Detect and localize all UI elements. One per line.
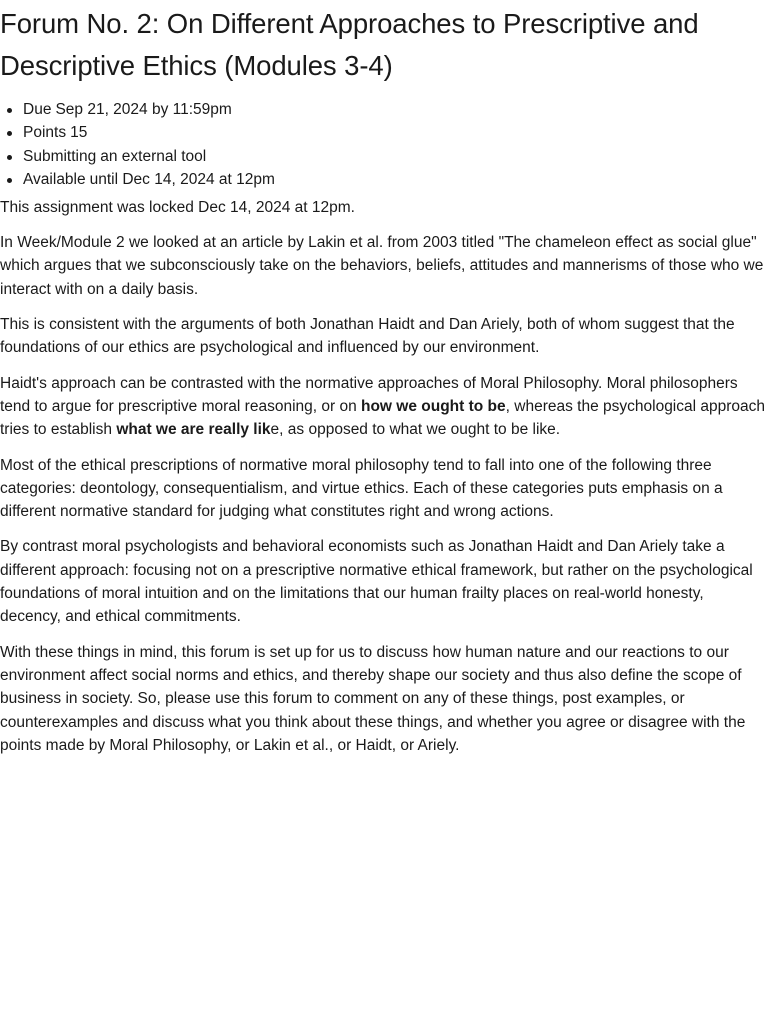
submitting-value: an external tool [100, 147, 207, 165]
paragraph-3-text-3: e, as opposed to what we ought to be like. [270, 421, 561, 439]
availability-item [23, 168, 768, 191]
description-paragraph-5: By contrast moral psychologists and behavioral economists such as Jonathan Haidt and Dan Ariely take a different approach: focusing not on a prescriptive normative ethical framework, but rather on the psychological foundations of moral intuition and on the limitations that our human frailty places on real-world honesty, decency, and ethical commitments. [0, 538, 753, 626]
bullet-icon [7, 155, 12, 160]
description-paragraph-4: Most of the ethical prescriptions of normative moral philosophy tend to fall into one of the following three categories: deontology, consequentialism, and virtue ethics. Each of these categories puts emphasis on a different normative standard for judging what constitutes right and wrong actions. [0, 456, 723, 521]
submitting-label: Submitting [23, 147, 97, 165]
bullet-icon [7, 108, 12, 113]
points-value: 15 [70, 124, 88, 142]
paragraph-3-bold-2: what we are really lik [116, 421, 271, 439]
due-label: Due [23, 101, 52, 118]
locked-notice: This assignment was locked Dec 14, 2024 at 12pm. [0, 199, 355, 217]
due-value: Sep 21, 2024 by 11:59pm [55, 101, 232, 118]
due-date-item [23, 98, 768, 121]
assignment-description [0, 231, 768, 757]
description-paragraph-3 [0, 372, 768, 442]
paragraph-3-text-2: , whereas the psychological approach tries to establish [0, 397, 766, 439]
assignment-page [0, 3, 768, 757]
available-value: until Dec 14, 2024 at 12pm [89, 170, 275, 188]
paragraph-3-text-1: Haidt's approach can be contrasted with the normative approaches of Moral Philosophy. Moral philosophers tend to argue for prescriptive moral reasoning, or on [0, 374, 738, 415]
description-paragraph-2: This is consistent with the arguments of both Jonathan Haidt and Dan Ariely, both of whom suggest that the foundations of our ethics are psychological and influenced by our environment. [0, 316, 735, 357]
points-label: Points [23, 124, 67, 142]
assignment-details-list [0, 98, 768, 191]
submission-type-item [23, 145, 768, 168]
available-label: Available [23, 170, 86, 188]
points-item [23, 121, 768, 144]
bullet-icon [7, 178, 12, 183]
description-paragraph-6: With these things in mind, this forum is set up for us to discuss how human nature and our reactions to our environment affect social norms and ethics, and thereby shape our society and thus also define the scope of business in society. So, please use this forum to comment on any of these things, post examples, or counterexamples and discuss what you think about these things, and whether you agree or disagree with the points made by Moral Philosophy, or Lakin et al., or Haidt, or Ariely. [0, 643, 746, 754]
page-title: Forum No. 2: On Different Approaches to Prescriptive and Descriptive Ethics (Modules 3-4) [0, 8, 699, 81]
paragraph-3-bold-1: how we ought to be [361, 397, 506, 415]
description-paragraph-1: In Week/Module 2 we looked at an article by Lakin et al. from 2003 titled "The chameleon effect as social glue" which argues that we subconsciously take on the behaviors, beliefs, attitudes and mannerisms of those who we interact with on a daily basis. [0, 234, 764, 298]
bullet-icon [7, 131, 12, 136]
